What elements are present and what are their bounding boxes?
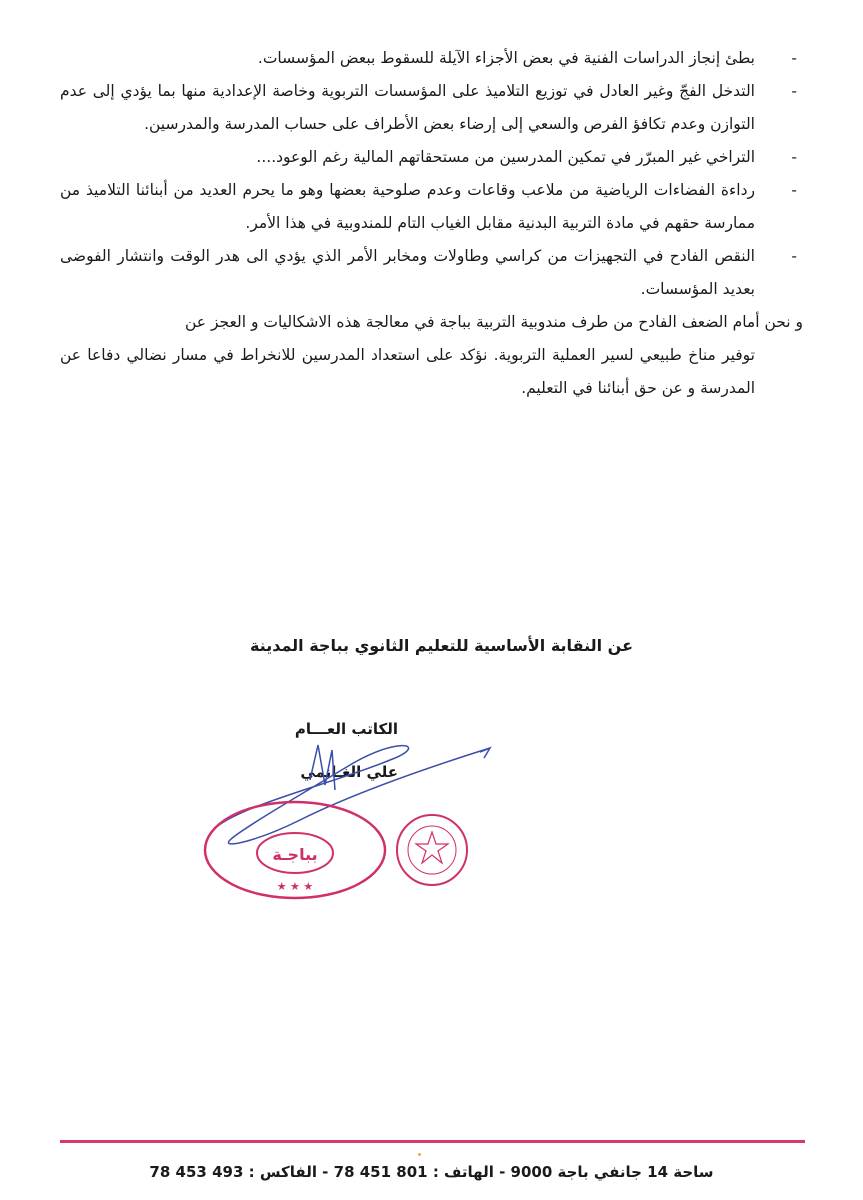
list-item xyxy=(60,141,803,174)
conclusion-continuation: توفير مناخ طبيعي لسير العملية التربوية. نؤكد على استعداد المدرسين للانخراط في مسار نضالي دفاعا عن المدرسة و عن حق أبنائنا في التعليم. xyxy=(60,346,755,397)
signatory-name: علي الغـانمي xyxy=(300,763,398,781)
stamp-stars: ★ ★ ★ xyxy=(276,880,314,893)
list-item xyxy=(60,75,803,141)
stamp-city-text: بباجـة xyxy=(272,845,318,864)
organization-name: عن النقابة الأساسية للتعليم الثانوي بباجة المدينة xyxy=(249,636,633,655)
document-body xyxy=(60,42,803,405)
signature-icon xyxy=(210,745,490,844)
bullet-dash: - xyxy=(791,148,797,166)
union-seal-icon xyxy=(397,815,467,885)
list-item-text: النقص الفادح في التجهيزات من كراسي وطاولات ومخابر الأمر الذي يؤدي الى هدر الوقت وانتشار الفوضى بعديد المؤسسات. xyxy=(60,247,755,298)
signatory-title: الكاتب العـــام xyxy=(294,720,398,738)
conclusion-paragraph xyxy=(60,306,803,405)
bullet-dash: - xyxy=(791,181,797,199)
footer-divider xyxy=(60,1140,805,1143)
conclusion-first-line: و نحن أمام الضعف الفادح من طرف مندوبية التربية بباجة في معالجة هذه الاشكاليات و العجز عن xyxy=(184,313,803,331)
footer-address: ساحة 14 جانفي باجة 9000 - الهاتف : 801 451 78 - الفاكس : 493 453 78 xyxy=(149,1163,714,1181)
list-item xyxy=(60,240,803,306)
signature-and-stamp xyxy=(200,740,500,910)
bullet-dash: - xyxy=(791,247,797,265)
footer-dot xyxy=(418,1153,421,1156)
list-item xyxy=(60,174,803,240)
list-item-text: التدخل الفجّ وغير العادل في توزيع التلاميذ على المؤسسات التربوية وخاصة الإعدادية منها بما يؤدي إلى عدم التوازن وعدم تكافؤ الفرص والسعي إلى إرضاء بعض الأطراف على حساب المدرسة والمدرسين. xyxy=(60,82,755,133)
bullet-dash: - xyxy=(791,49,797,67)
list-item-text: التراخي غير المبرّر في تمكين المدرسين من مستحقاتهم المالية رغم الوعود.... xyxy=(256,148,755,166)
bullet-dash: - xyxy=(791,82,797,100)
list-item xyxy=(60,42,803,75)
list-item-text: رداءة الفضاءات الرياضية من ملاعب وقاعات وعدم صلوحية بعضها وهو ما يحرم العديد من أبنائنا التلاميذ من ممارسة حقهم في مادة التربية البدنية مقابل الغياب التام للمندوبية في هذا الأمر. xyxy=(60,181,755,232)
stamp-oval-icon xyxy=(205,802,385,898)
list-item-text: بطئ إنجاز الدراسات الفنية في بعض الأجزاء الآيلة للسقوط ببعض المؤسسات. xyxy=(257,49,755,67)
